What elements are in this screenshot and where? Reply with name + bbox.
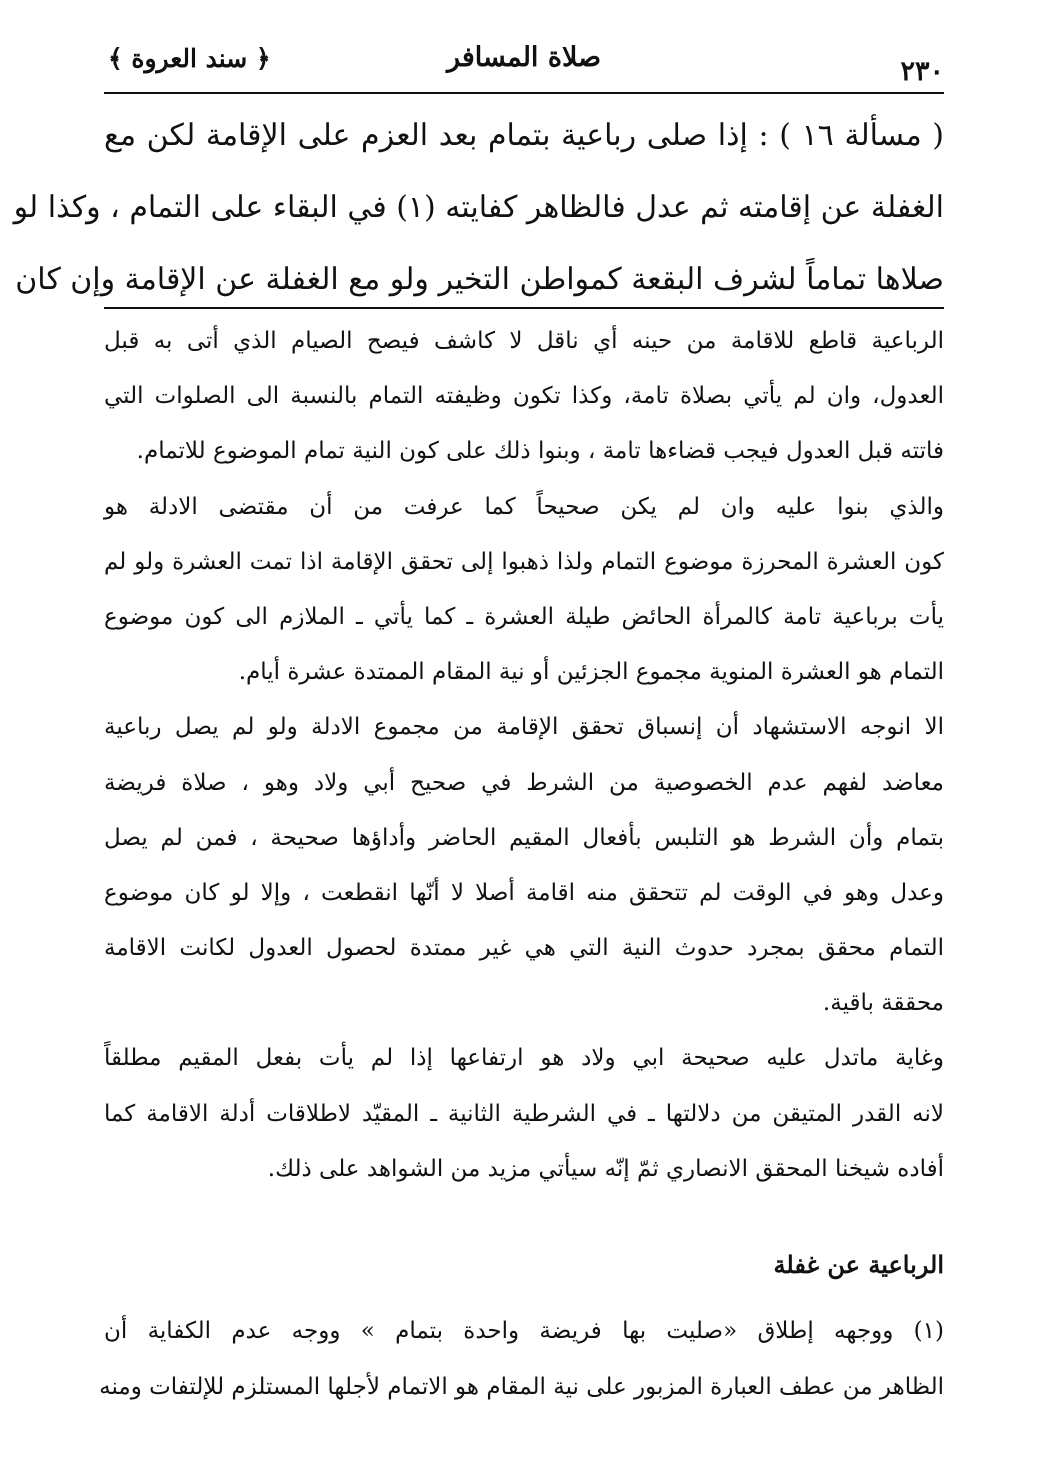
main-text-line: الغفلة عن إقامته ثم عدل فالظاهر كفايته (١) في البقاء على التمام ، وكذا لو [13,190,944,225]
commentary-line: وعدل وهو في الوقت لم تتحقق منه اقامة أصلا لا أنّها انقطعت ، وإلا لو كان موضوع [104,879,944,906]
header-rule [104,92,944,94]
commentary-line: العدول، وان لم يأتي بصلاة تامة، وكذا تكون وظيفته التمام بالنسبة الى الصلوات التي [104,383,944,410]
commentary-line: معاضد لفهم عدم الخصوصية من الشرط في صحيح أبي ولاد وهو ، صلاة فريضة [104,769,944,796]
footnote-line: (١) ووجهه إطلاق «صليت بها فريضة واحدة بتمام » ووجه عدم الكفاية أن [104,1318,944,1344]
page-number: ٢٣٠ [900,56,944,87]
footnote-line: الظاهر من عطف العبارة المزبور على نية المقام هو الاتمام لأجلها المستلزم للإلتفات ومنه [99,1374,944,1400]
commentary-line: والذي بنوا عليه وان لم يكن صحيحاً كما عرفت من أن مقتضى الادلة هو [104,493,944,520]
commentary-block [104,316,944,1199]
running-header [104,40,944,90]
main-text-line: ( مسألة ١٦ ) : إذا صلى رباعية بتمام بعد العزم على الإقامة لكن مع [104,118,944,153]
main-text-line: صلاها تماماً لشرف البقعة كمواطن التخير ولو مع الغفلة عن الإقامة وإن كان [15,262,944,297]
commentary-line: بتمام وأن الشرط هو التلبس بأفعال المقيم الحاضر وأداؤها صحيحة ، فمن لم يصل [104,824,944,851]
commentary-line: الرباعية قاطع للاقامة من حينه أي ناقل لا كاشف فيصح الصيام الذي أتى به قبل [104,328,944,354]
commentary-line: التمام محقق بمجرد حدوث النية التي هي غير ممتدة لحصول العدول لكانت الاقامة [104,935,944,962]
commentary-line: أفاده شيخنا المحقق الانصاري ثمّ إنّه سيأتي مزيد من الشواهد على ذلك. [267,1155,944,1182]
commentary-line: كون العشرة المحرزة موضوع التمام ولذا ذهبوا إلى تحقق الإقامة اذا تمت العشرة ولو لم [104,548,944,575]
main-text-block [13,108,944,324]
footnote-block [99,1308,944,1420]
commentary-line: يأت برباعية تامة كالمرأة الحائض طيلة العشرة ـ كما يأتي ـ الملازم الى كون موضوع [104,603,944,630]
commentary-line: لانه القدر المتيقن من دلالتها ـ في الشرطية الثانية ـ المقيّد لاطلاقات أدلة الاقامة كما [104,1100,944,1127]
commentary-line: الا انوجه الاستشهاد أن إنسباق تحقق الإقامة من مجموع الادلة ولو لم يصل رباعية [104,714,944,741]
commentary-line: وغاية ماتدل عليه صحيحة ابي ولاد هو ارتفاعها إذا لم يأت بفعل المقيم مطلقاً [104,1045,944,1072]
section-heading: الرباعية عن غفلة [773,1250,944,1279]
text-separator-rule [104,307,944,309]
chapter-title: صلاة المسافر [446,42,602,73]
commentary-line: فاتته قبل العدول فيجب قضاءها تامة ، وبنوا ذلك على كون النية تمام الموضوع للاتمام. [136,438,944,465]
commentary-line: محققة باقية. [822,990,944,1017]
commentary-line: التمام هو العشرة المنوية مجموع الجزئين أو نية المقام الممتدة عشرة أيام. [238,659,944,686]
book-title: ﴿ سند العروة ﴾ [108,44,271,73]
